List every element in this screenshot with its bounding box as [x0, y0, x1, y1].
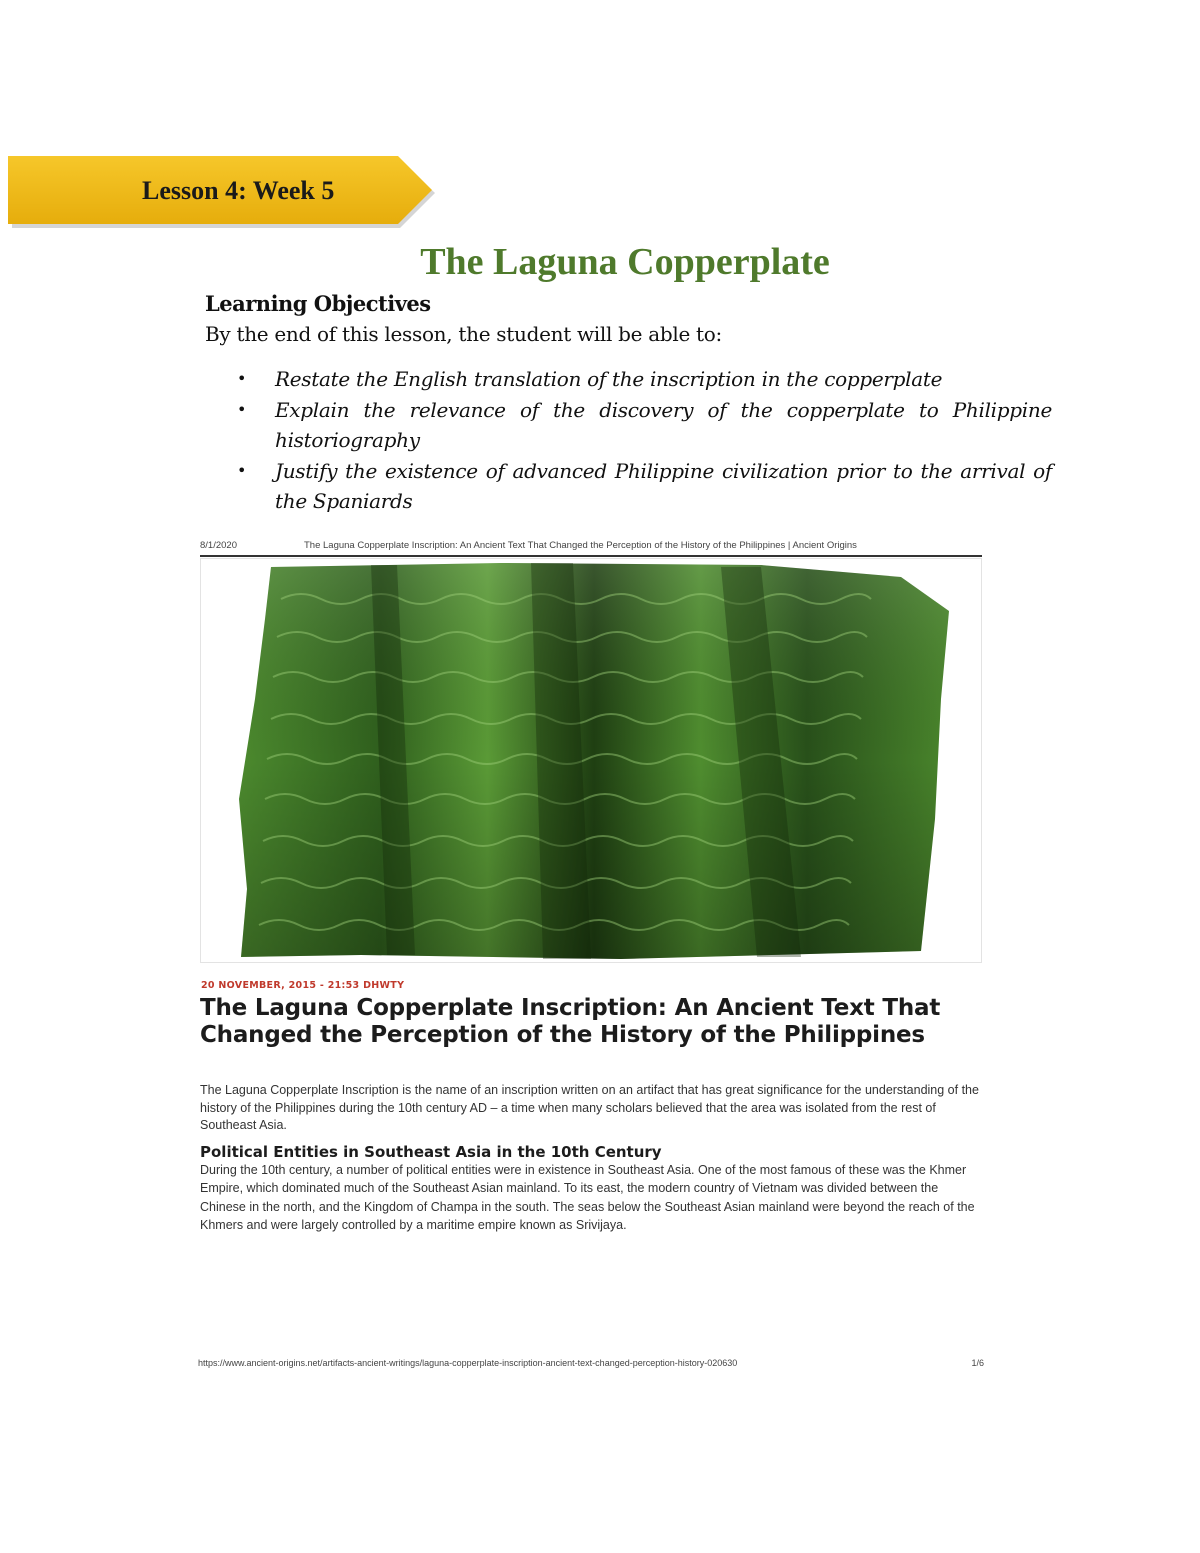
objectives-intro: By the end of this lesson, the student will be able to: [205, 322, 722, 346]
scan-footer-url: https://www.ancient-origins.net/artifacts-ancient-writings/laguna-copperplate-inscription-ancient-text-changed-perception-history-020630 [198, 1358, 738, 1368]
scan-header [200, 538, 982, 554]
article-subheading: Political Entities in Southeast Asia in the 10th Century [200, 1143, 662, 1161]
objective-text: Explain the relevance of the discovery of the copperplate to Philippine historiography [275, 398, 1052, 452]
copperplate-image [200, 558, 982, 963]
article-body: During the 10th century, a number of political entities were in existence in Southeast Asia. One of the most famous of these was the Khmer Empire, which dominated much of the Southeast Asian mainland. To its east, the modern country of Vietnam was divided between the Chinese in the north, and the Kingdom of Champa in the south. The seas below the Southeast Asian mainland were beyond the reach of the Khmers and were largely controlled by a maritime empire known as Srivijaya. [200, 1163, 975, 1232]
article-meta: 20 NOVEMBER, 2015 - 21:53 DHWTY [201, 980, 405, 991]
lesson-banner [8, 156, 436, 230]
copperplate-picture [201, 559, 983, 964]
document-title: The Laguna Copperplate [420, 241, 830, 283]
scan-footer [198, 1358, 984, 1372]
article-title: The Laguna Copperplate Inscription: An Ancient Text That Changed the Perception of the History of the Philippines [200, 995, 941, 1048]
list-item [237, 364, 1052, 394]
banner-label: Lesson 4: Week 5 [142, 176, 335, 205]
list-item [237, 395, 1052, 455]
objective-text: Justify the existence of advanced Philippine civilization prior to the arrival of the Spaniards [275, 459, 1052, 513]
article-lead: The Laguna Copperplate Inscription is the name of an inscription written on an artifact that has great significance for the understanding of the history of the Philippines during the 10th century AD – a time when many scholars believed that the area was isolated from the rest of Southeast Asia. [200, 1083, 979, 1132]
bullet-icon: • [237, 400, 247, 419]
list-item [237, 456, 1052, 516]
objectives-list [237, 364, 1052, 517]
scan-footer-page: 1/6 [971, 1358, 984, 1368]
scan-header-title: The Laguna Copperplate Inscription: An Ancient Text That Changed the Perception of the History of the Philippines | Ancient Origins [304, 540, 857, 551]
bullet-icon: • [237, 369, 247, 388]
scan-header-rule [200, 555, 982, 557]
objective-text: Restate the English translation of the inscription in the copperplate [275, 367, 943, 391]
bullet-icon: • [237, 461, 247, 480]
scan-header-date: 8/1/2020 [200, 540, 237, 551]
objectives-heading: Learning Objectives [205, 291, 431, 316]
